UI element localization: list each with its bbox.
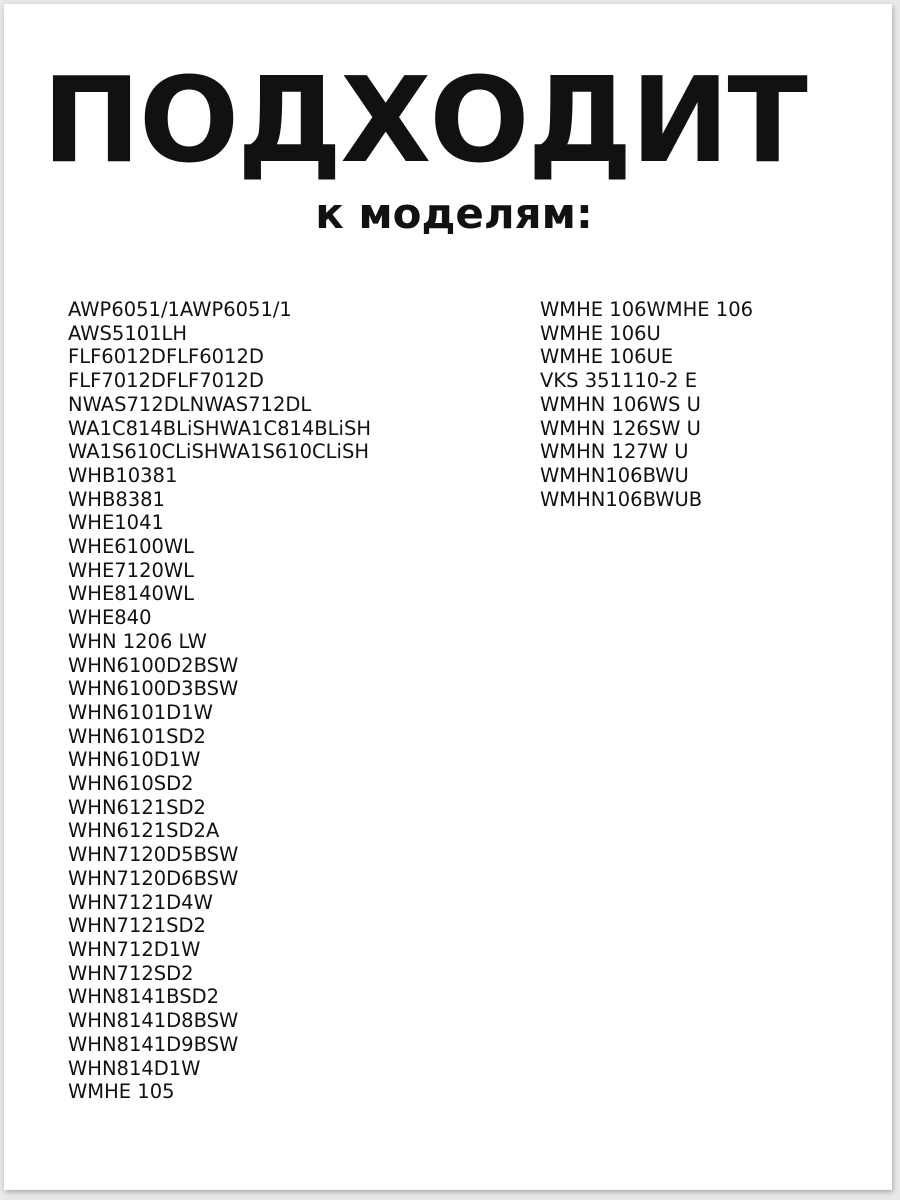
- model-item: AWP6051/1AWP6051/1: [68, 298, 292, 321]
- model-item: WHE1041: [68, 511, 164, 535]
- model-item: WHN610SD2: [68, 772, 194, 796]
- model-item: WHN 1206 LW: [68, 629, 207, 653]
- model-item: WHN6121SD2: [68, 795, 206, 819]
- model-item: WHN7121D4W: [68, 890, 213, 914]
- model-item: WMHN106BWU: [540, 463, 689, 487]
- model-item: WHN6100D3BSW: [68, 677, 239, 701]
- model-item: WHN6121SD2A: [68, 819, 220, 843]
- model-item: WA1C814BLiSHWA1C814BLiSH: [68, 416, 371, 440]
- model-item: WHN8141D8BSW: [68, 1009, 239, 1033]
- model-item: AWS5101LH: [68, 321, 188, 345]
- model-item: WHN814D1W: [68, 1056, 201, 1080]
- page-title: ПОДХОДИТ: [42, 51, 806, 189]
- model-item: WHB8381: [68, 487, 165, 511]
- model-item: WHN8141D9BSW: [68, 1032, 239, 1056]
- model-item: WHN7121SD2: [68, 914, 206, 938]
- model-item: WA1S610CLiSHWA1S610CLiSH: [68, 440, 369, 464]
- model-item: WMHN 106WS U: [540, 392, 701, 416]
- model-item: FLF6012DFLF6012D: [68, 345, 264, 369]
- model-item: WHE6100WL: [68, 535, 195, 559]
- model-item: WHN712SD2: [68, 961, 194, 985]
- model-item: WHB10381: [68, 463, 178, 487]
- model-item: WMHN 126SW U: [540, 416, 701, 440]
- model-item: WHE7120WL: [68, 558, 195, 582]
- model-item: WMHN106BWUB: [540, 487, 703, 511]
- model-item: WHN8141BSD2: [68, 985, 219, 1009]
- model-item: NWAS712DLNWAS712DL: [68, 392, 312, 416]
- model-item: WHN6101D1W: [68, 700, 213, 724]
- model-item: WHN7120D6BSW: [68, 866, 239, 890]
- model-list-right: [540, 298, 753, 511]
- model-item: WMHN 127W U: [540, 440, 689, 464]
- model-item: WHN712D1W: [68, 937, 201, 961]
- model-item: WHE8140WL: [68, 582, 195, 606]
- model-item: WHN610D1W: [68, 748, 201, 772]
- model-item: VKS 351110-2 E: [540, 369, 698, 393]
- page-sheet: [4, 4, 892, 1190]
- model-item: WMHE 106UE: [540, 345, 674, 369]
- model-item: WHE840: [68, 606, 152, 630]
- model-list-left: [68, 298, 371, 1104]
- page-subtitle: к моделям:: [315, 189, 593, 238]
- model-item: WHN6100D2BSW: [68, 653, 239, 677]
- model-item: WHN7120D5BSW: [68, 843, 239, 867]
- model-item: WHN6101SD2: [68, 724, 206, 748]
- model-item: FLF7012DFLF7012D: [68, 369, 264, 393]
- model-item: WMHE 106U: [540, 321, 661, 345]
- model-item: WMHE 105: [68, 1080, 175, 1104]
- model-item: WMHE 106WMHE 106: [540, 298, 754, 321]
